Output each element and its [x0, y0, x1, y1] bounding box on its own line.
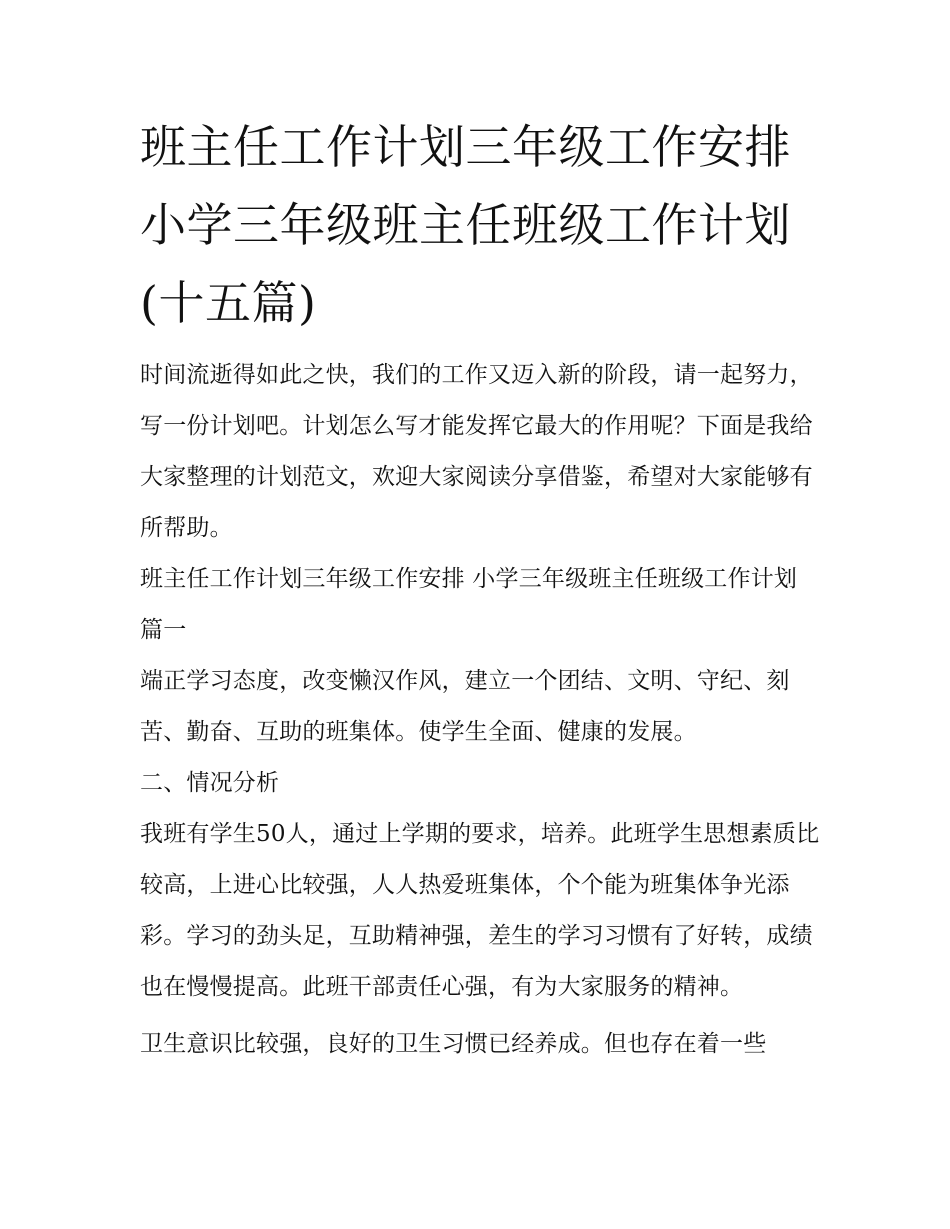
- intro-paragraph: 时间流逝得如此之快，我们的工作又迈入新的阶段，请一起努力，写一份计划吧。计划怎么写才能发挥它最大的作用呢？下面是我给大家整理的计划范文，欢迎大家阅读分享借鉴，希望对大家能够有所帮助。: [140, 362, 813, 541]
- document-body: [140, 108, 820, 1070]
- analysis-paragraph: 我班有学生50人，通过上学期的要求，培养。此班学生思想素质比较高，上进心比较强，人人热爱班集体，个个能为班集体争光添彩。学习的劲头足，互助精神强，差生的学习习惯有了好转，成绩也在慢慢提高。此班干部责任心强，有为大家服务的精神。: [140, 821, 820, 1000]
- goal-paragraph: 端正学习态度，改变懒汉作风，建立一个团结、文明、守纪、刻苦、勤奋、互助的班集体。使学生全面、健康的发展。: [140, 668, 790, 745]
- section-heading-2: 二、情况分析: [140, 770, 280, 796]
- document-title: 班主任工作计划三年级工作安排 小学三年级班主任班级工作计划(十五篇): [140, 120, 791, 330]
- section-heading-1: 班主任工作计划三年级工作安排 小学三年级班主任班级工作计划篇一: [140, 566, 798, 643]
- hygiene-paragraph: 卫生意识比较强，良好的卫生习惯已经养成。但也存在着一些: [140, 1031, 767, 1057]
